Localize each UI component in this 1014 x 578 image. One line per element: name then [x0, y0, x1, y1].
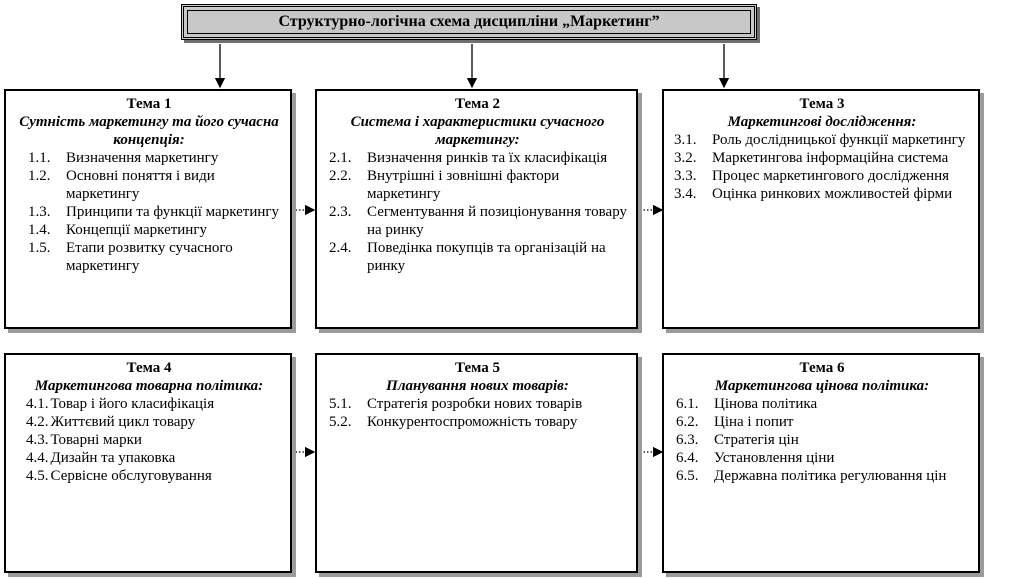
topic-box-6: [662, 353, 980, 573]
topic-heading: Тема 5: [455, 360, 500, 376]
topic-item-text: Визначення ринків та їх класифікація: [367, 150, 608, 166]
topic-item-text: Роль дослідницької функції маркетингу: [712, 132, 966, 148]
topic-item: [26, 431, 284, 449]
topic-subtitle: Маркетингові дослідження:: [727, 114, 917, 130]
topic-item: [329, 239, 630, 275]
topic-items: [672, 395, 972, 485]
topic-item: [28, 149, 284, 167]
topic-item: [329, 167, 630, 203]
topic-heading: Тема 6: [799, 360, 845, 376]
topic-item-number: 2.1.: [329, 150, 352, 166]
topic-item: [674, 149, 972, 167]
topic-item: [674, 167, 972, 185]
topic-item: [28, 221, 284, 239]
topic-item-number: 1.1.: [28, 150, 51, 166]
topic-item: [329, 395, 630, 413]
topic-item-text: Сервісне обслуговування: [50, 468, 212, 484]
topic-item: [674, 185, 972, 203]
topic-box-2: [315, 89, 638, 329]
topic-item-number: 3.3.: [674, 168, 697, 184]
topic-item-text: Дизайн та упаковка: [50, 450, 176, 466]
topic-item: [676, 449, 972, 467]
topic-item-number: 1.5.: [28, 240, 51, 256]
topic-box-5: [315, 353, 638, 573]
topic-box-1: [4, 89, 292, 329]
topic-items: [672, 131, 972, 203]
topic-item-text: Сегментування й позиціонування товару на ринку: [367, 204, 628, 238]
topic-item-number: 2.3.: [329, 204, 352, 220]
topic-item: [329, 203, 630, 239]
topic-item: [28, 239, 284, 275]
topic-item-number: 4.4.: [26, 450, 49, 466]
topic-item-text: Поведінка покупців та організацій на ринку: [367, 240, 606, 274]
topic-item-text: Конкурентоспроможність товару: [367, 414, 578, 430]
topic-item: [28, 167, 284, 203]
topic-subtitle: Сутність маркетингу та його сучасна концепція:: [19, 114, 279, 148]
topic-item-number: 6.4.: [676, 450, 699, 466]
topic-item: [674, 131, 972, 149]
topic-item-text: Ціна і попит: [714, 414, 794, 430]
topic-item-number: 4.2.: [26, 414, 49, 430]
topic-item-number: 4.1.: [26, 396, 49, 412]
topic-item-number: 2.4.: [329, 240, 352, 256]
topic-heading: Тема 2: [455, 96, 500, 112]
topic-item-text: Стратегія розробки нових товарів: [367, 396, 583, 412]
topic-item-text: Цінова політика: [714, 396, 818, 412]
topic-subtitle: Планування нових товарів:: [386, 378, 569, 394]
topic-item-text: Оцінка ринкових можливостей фірми: [712, 186, 953, 202]
topic-item-text: Стратегія цін: [714, 432, 799, 448]
topic-item: [28, 203, 284, 221]
diagram-title: Структурно-логічна схема дисципліни „Маркетинг”: [278, 13, 660, 30]
topic-items: [14, 149, 284, 275]
topic-subtitle: Система і характеристики сучасного маркетингу:: [350, 114, 605, 148]
topic-item-text: Життєвий цикл товару: [50, 414, 196, 430]
topic-item: [26, 449, 284, 467]
topic-item-number: 3.2.: [674, 150, 697, 166]
topic-item-text: Внутрішні і зовнішні фактори маркетингу: [367, 168, 560, 202]
topic-item: [329, 413, 630, 431]
topic-subtitle: Маркетингова товарна політика:: [34, 378, 264, 394]
topic-item-number: 6.5.: [676, 468, 699, 484]
topic-subtitle: Маркетингова цінова політика:: [714, 378, 930, 394]
topic-item: [676, 413, 972, 431]
topic-box-4: [4, 353, 292, 573]
topic-item-text: Процес маркетингового дослідження: [712, 168, 950, 184]
topic-item-number: 1.4.: [28, 222, 51, 238]
topic-item-text: Концепції маркетингу: [66, 222, 207, 238]
topic-item-number: 6.3.: [676, 432, 699, 448]
topic-heading: Тема 3: [799, 96, 845, 112]
topic-item-number: 5.2.: [329, 414, 352, 430]
topic-item-number: 1.2.: [28, 168, 51, 184]
topic-item-number: 6.1.: [676, 396, 699, 412]
topic-item-number: 2.2.: [329, 168, 352, 184]
topic-item-text: Товар і його класифікація: [50, 396, 215, 412]
topic-item-number: 4.5.: [26, 468, 49, 484]
topic-item-number: 5.1.: [329, 396, 352, 412]
topic-item-text: Державна політика регулювання цін: [714, 468, 947, 484]
topic-item-number: 6.2.: [676, 414, 699, 430]
diagram-title-box: [181, 4, 757, 40]
topic-item: [676, 467, 972, 485]
topic-item-number: 1.3.: [28, 204, 51, 220]
topic-item-text: Визначення маркетингу: [66, 150, 219, 166]
topic-items: [325, 395, 630, 431]
topic-item-number: 3.4.: [674, 186, 697, 202]
topic-item: [26, 467, 284, 485]
topic-item-number: 3.1.: [674, 132, 697, 148]
topic-item-text: Товарні марки: [50, 432, 142, 448]
topic-item-text: Установлення ціни: [714, 450, 835, 466]
topic-item: [676, 395, 972, 413]
topic-items: [14, 395, 284, 485]
topic-item-text: Етапи розвитку сучасного маркетингу: [66, 240, 233, 274]
topic-heading: Тема 1: [126, 96, 172, 112]
topic-item: [676, 431, 972, 449]
topic-item: [26, 395, 284, 413]
topic-box-3: [662, 89, 980, 329]
topic-item-text: Основні поняття і види маркетингу: [66, 168, 215, 202]
topic-heading: Тема 4: [126, 360, 172, 376]
topic-item: [26, 413, 284, 431]
topic-item-text: Принципи та функції маркетингу: [66, 204, 280, 220]
topic-item: [329, 149, 630, 167]
topic-item-text: Маркетингова інформаційна система: [712, 150, 949, 166]
topic-items: [325, 149, 630, 275]
topic-item-number: 4.3.: [26, 432, 49, 448]
